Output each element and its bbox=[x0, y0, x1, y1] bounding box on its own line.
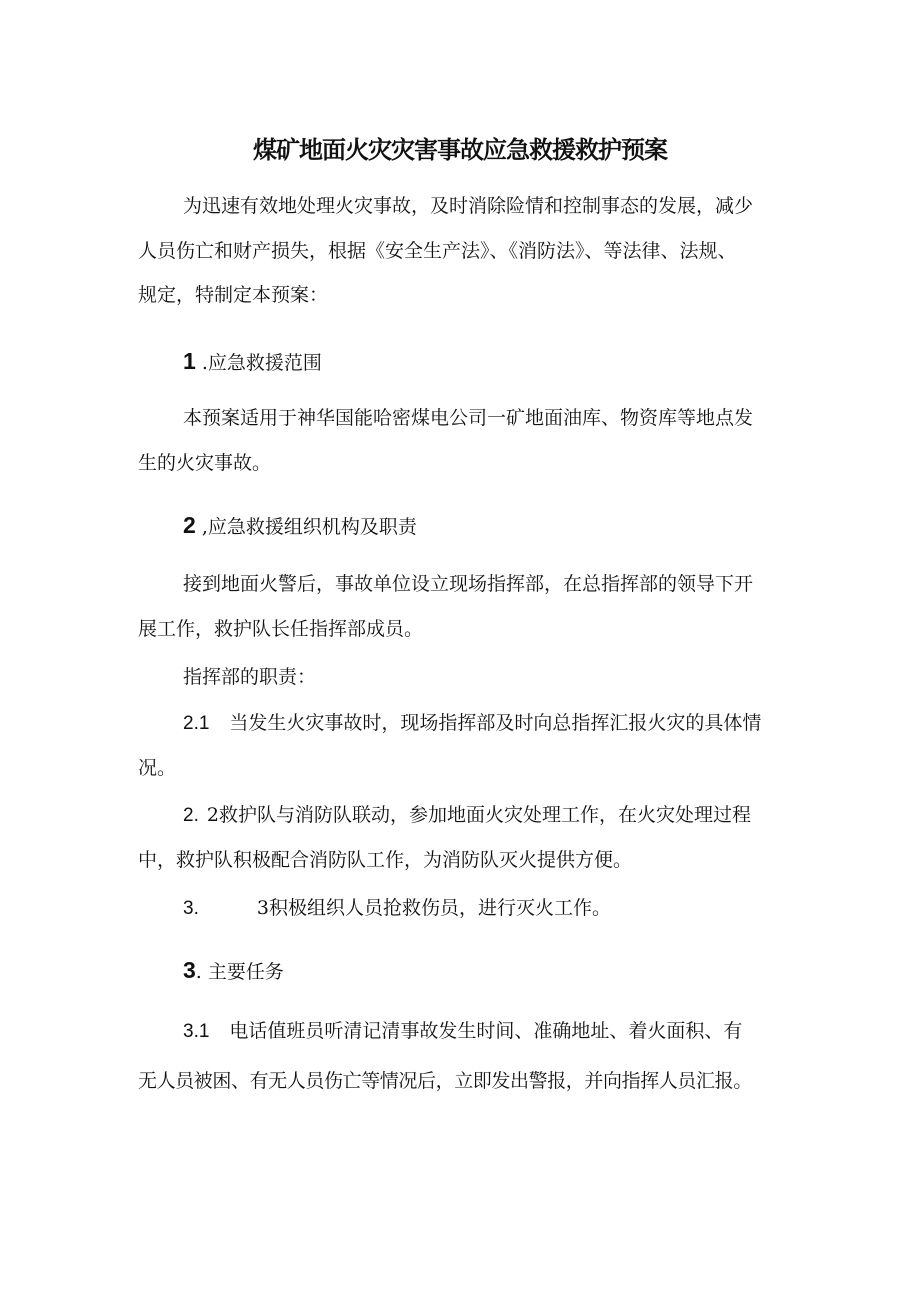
item-2-2-line-1 bbox=[183, 800, 751, 831]
item-2-2-line-2: 中，救护队积极配合消防队工作，为消防队灭火提供方便。 bbox=[138, 849, 633, 871]
section-1-body-line-2: 生的火灾事故。 bbox=[138, 452, 272, 474]
section-1-title: .应急救援范围 bbox=[195, 352, 322, 374]
section-2-heading bbox=[183, 510, 417, 542]
item-2-3-line bbox=[183, 893, 611, 924]
section-3-heading bbox=[183, 955, 284, 987]
section-2-body-line-1: 接到地面火警后，事故单位设立现场指挥部，在总指挥部的领导下开 bbox=[183, 573, 754, 595]
section-2-title: ,应急救援组织机构及职责 bbox=[195, 516, 417, 538]
duties-label: 指挥部的职责： bbox=[183, 666, 317, 688]
section-1-number: 1 bbox=[183, 348, 196, 374]
item-2-1-number: 2.1 bbox=[183, 713, 210, 734]
item-2-1-line-2: 况。 bbox=[138, 757, 177, 779]
item-2-1-line-1 bbox=[183, 708, 761, 739]
item-2-1-text: 当发生火灾事故时，现场指挥部及时向总指挥汇报火灾的具体情 bbox=[229, 712, 762, 734]
item-2-3-text: 3积极组织人员抢救伤员，进行灭火工作。 bbox=[256, 897, 611, 919]
intro-line-1: 为迅速有效地处理火灾事故，及时消除险情和控制事态的发展，减少 bbox=[183, 195, 754, 217]
intro-line-2: 人员伤亡和财产损失，根据《安全生产法》、《消防法》、等法律、法规、 bbox=[138, 240, 737, 262]
section-3-title: . 主要任务 bbox=[195, 961, 284, 983]
intro-line-3: 规定，特制定本预案： bbox=[138, 284, 329, 306]
section-3-number: 3 bbox=[183, 957, 196, 983]
item-3-1-line-2: 无人员被困、有无人员伤亡等情况后，立即发出警报，并向指挥人员汇报。 bbox=[138, 1070, 752, 1092]
item-3-1-line-1 bbox=[183, 1016, 742, 1047]
item-2-2-number: 2. bbox=[183, 805, 199, 826]
item-3-1-text: 电话值班员听清记清事故发生时间、准确地址、着火面积、有 bbox=[229, 1020, 743, 1042]
document-title: 煤矿地面火灾灾害事故应急救援救护预案 bbox=[253, 136, 667, 164]
item-2-3-number: 3. bbox=[183, 898, 199, 919]
section-1-heading bbox=[183, 346, 322, 378]
item-3-1-number: 3.1 bbox=[183, 1021, 210, 1042]
section-1-body-line-1: 本预案适用于神华国能哈密煤电公司一矿地面油库、物资库等地点发 bbox=[183, 407, 754, 429]
item-2-2-text: 2救护队与消防队联动，参加地面火灾处理工作，在火灾处理过程 bbox=[206, 804, 751, 826]
section-2-body-line-2: 展工作，救护队长任指挥部成员。 bbox=[138, 618, 424, 640]
section-2-number: 2 bbox=[183, 512, 196, 538]
